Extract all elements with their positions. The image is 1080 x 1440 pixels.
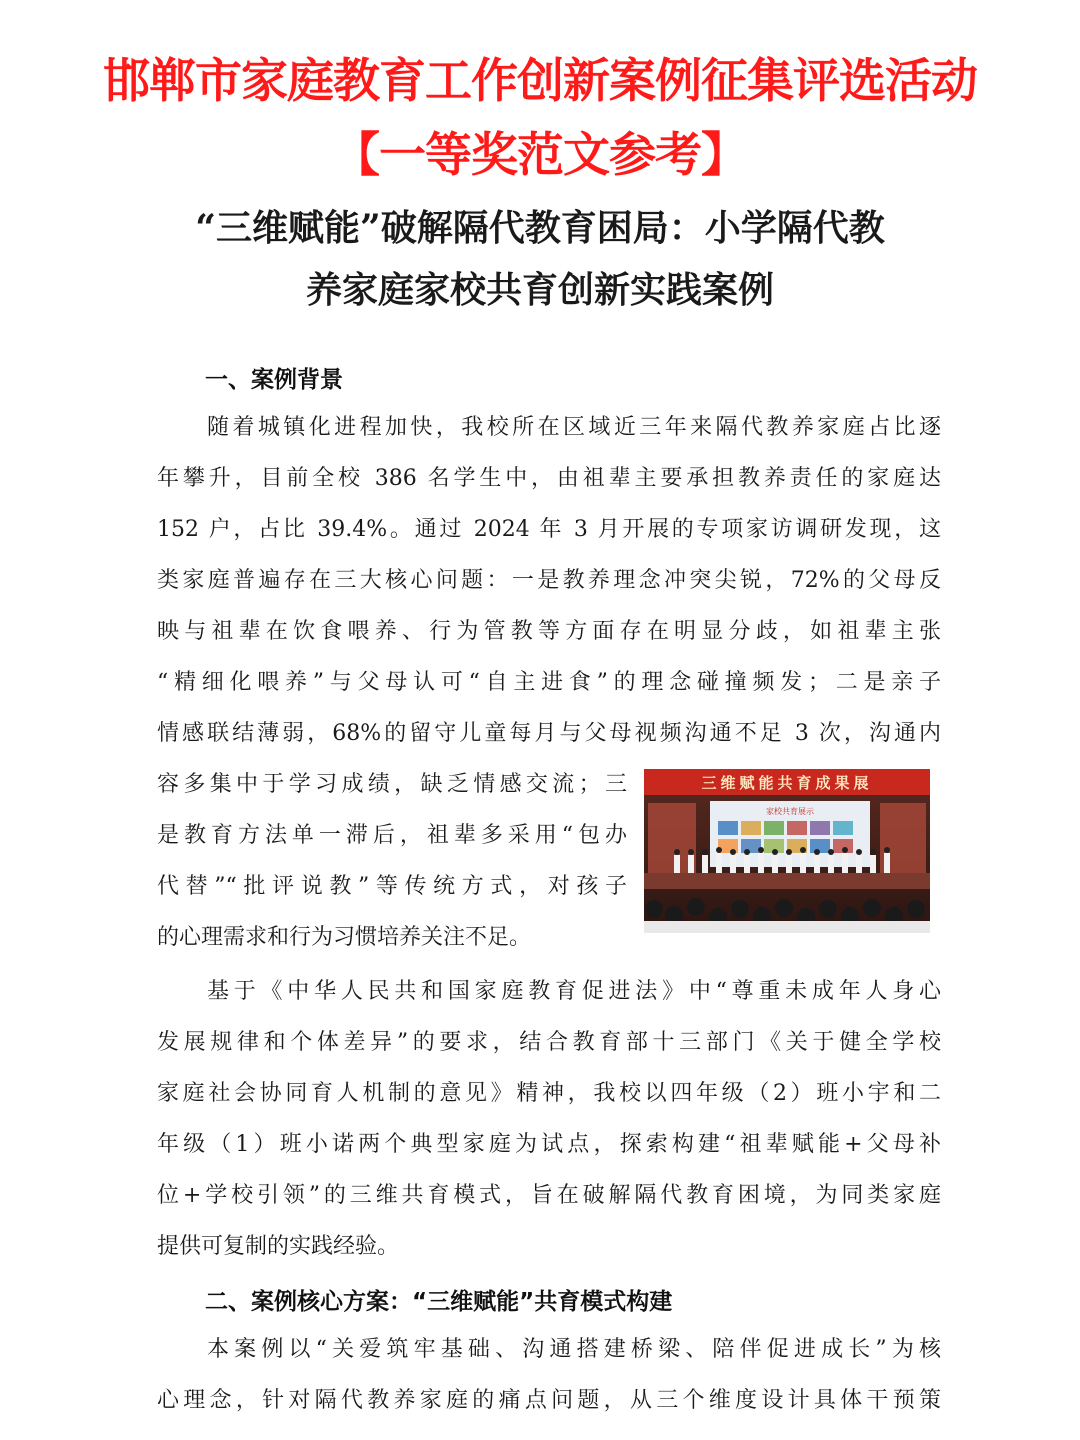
paragraph-line: “精细化喂养”与父母认可“自主进食”的理念碰撞频发；二是亲子 <box>157 670 941 695</box>
paragraph-line: 心理念，针对隔代教养家庭的痛点问题，从三个维度设计具体干预策 <box>157 1388 941 1413</box>
document-title-line-2: 养家庭家校共育创新实践案例 <box>305 269 774 311</box>
paragraph-line: 类家庭普遍存在三大核心问题：一是教养理念冲突尖锐，72%的父母反 <box>157 568 941 593</box>
document-title-line-1: “三维赋能”破解隔代教育困局：小学隔代教 <box>195 207 885 249</box>
paragraph-line: 基于《中华人民共和国家庭教育促进法》中“尊重未成年人身心 <box>207 979 941 1004</box>
paragraph-line: 代替”“批评说教”等传统方式，对孩子 <box>157 874 627 899</box>
paragraph-line: 位+学校引领”的三维共育模式，旨在破解隔代教育困境，为同类家庭 <box>157 1183 941 1208</box>
photo-banner-text: 三维赋能共育成果展 <box>701 774 873 792</box>
paragraph-line: 年级（1）班小诺两个典型家庭为试点，探索构建“祖辈赋能+父母补 <box>157 1132 941 1157</box>
paragraph-line: 的心理需求和行为习惯培养关注不足。 <box>157 925 532 950</box>
paragraph-line: 本案例以“关爱筑牢基础、沟通搭建桥梁、陪伴促进成长”为核 <box>207 1337 941 1362</box>
paragraph-line: 随着城镇化进程加快，我校所在区域近三年来隔代教养家庭占比逐 <box>207 415 941 440</box>
event-photo <box>644 769 930 933</box>
banner-title-line-2: 【一等奖范文参考】 <box>333 128 747 183</box>
paragraph-line: 152 户，占比 39.4%。通过 2024 年 3 月开展的专项家访调研发现，这 <box>157 517 941 542</box>
paragraph-line: 容多集中于学习成绩，缺乏情感交流；三 <box>157 772 627 797</box>
paragraph-line: 发展规律和个体差异”的要求，结合教育部十三部门《关于健全学校 <box>157 1030 941 1055</box>
paragraph-line: 情感联结薄弱，68%的留守儿童每月与父母视频沟通不足 3 次，沟通内 <box>157 721 941 746</box>
paragraph-line: 年攀升，目前全校 386 名学生中，由祖辈主要承担教养责任的家庭达 <box>157 466 941 491</box>
section-heading-core-plan: 二、案例核心方案：“三维赋能”共育模式构建 <box>205 1289 673 1315</box>
paragraph-line: 是教育方法单一滞后，祖辈多采用“包办 <box>157 823 627 848</box>
banner-title-line-1: 邯郸市家庭教育工作创新案例征集评选活动 <box>103 54 977 109</box>
stage-screen-text: 家校共育展示 <box>766 807 814 816</box>
paragraph-line: 提供可复制的实践经验。 <box>157 1234 400 1259</box>
section-heading-background: 一、案例背景 <box>205 367 343 393</box>
paragraph-line: 家庭社会协同育人机制的意见》精神，我校以四年级（2）班小宇和二 <box>157 1081 941 1106</box>
paragraph-line: 映与祖辈在饮食喂养、行为管教等方面存在明显分歧，如祖辈主张 <box>157 619 941 644</box>
